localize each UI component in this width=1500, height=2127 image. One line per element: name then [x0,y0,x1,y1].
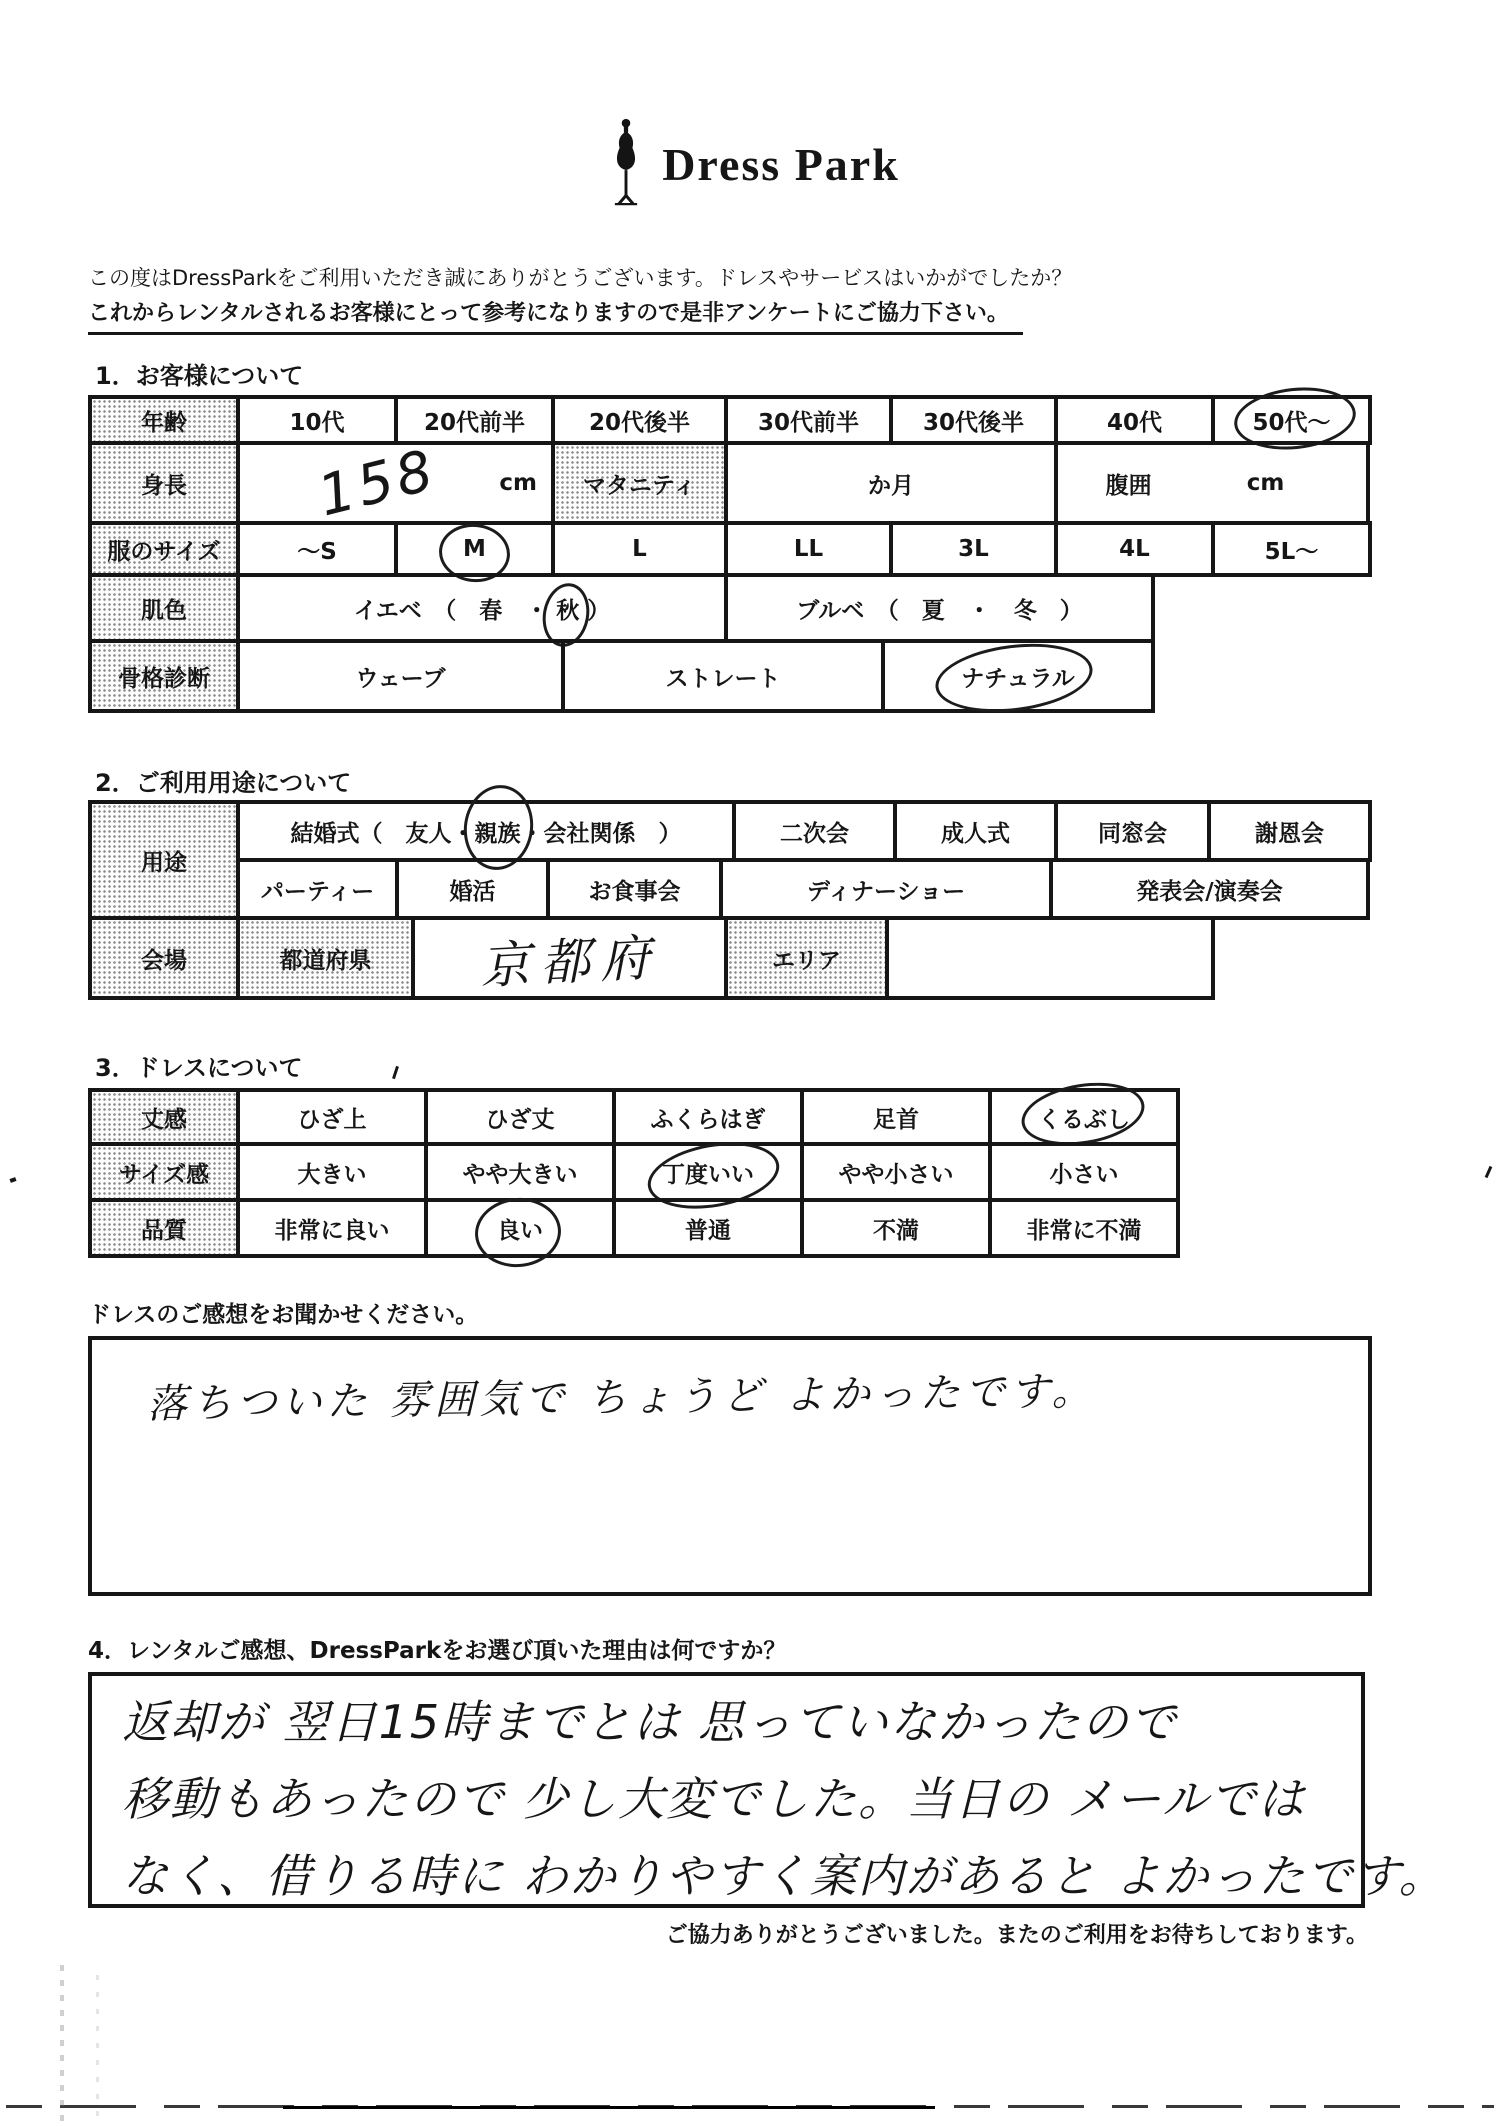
selection-circle: ナチュラル [961,660,1075,693]
scan-speck [9,1177,16,1183]
age-option-10s: 10代 [236,395,398,445]
size-option-l: L [551,521,728,577]
age-label: 年齢 [88,395,240,445]
maternity-label: マタニティ [551,441,728,525]
length-option-anklebone-selected [988,1088,1180,1146]
skin-option-blue-base: ブルベ （ 夏 ・ 冬 ） [724,573,1155,643]
scan-edge-line-solid [283,2106,935,2109]
brand-name: Dress Park [662,138,900,190]
dress-form-icon [600,118,652,210]
usage-label: 用途 [88,800,240,920]
selection-circle: M [463,536,486,562]
quality-option-very-good: 非常に良い [236,1198,428,1258]
rental-feedback-line1: 返却が 翌日15時までとは 思っていなかったので [122,1695,1178,1749]
prefecture-handwritten-value: 京都府 [478,928,662,996]
fit-option-large: 大きい [236,1142,428,1202]
frame-label: 骨格診断 [88,639,240,713]
frame-option-straight: ストレート [561,639,885,713]
age-option-late30s: 30代後半 [889,395,1058,445]
clothing-size-row [88,521,1372,577]
size-option-ll: LL [724,521,893,577]
rental-feedback-box [88,1672,1447,1908]
usage-option-thanks-party: 謝恩会 [1207,800,1372,862]
skin-tone-row [88,573,1155,643]
size-option-m-selected [394,521,555,577]
size-option-5l: 5L～ [1211,521,1372,577]
usage-row-2 [236,858,1370,920]
size-option-s: ～S [236,521,398,577]
usage-option-reunion: 同窓会 [1054,800,1211,862]
waist-unit: cm [1246,470,1285,496]
usage-option-konkatsu: 婚活 [395,858,550,920]
height-label: 身長 [88,441,240,525]
length-option-calf: ふくらはぎ [612,1088,804,1146]
wedding-prefix: 結婚式（ 友人・ [290,820,475,847]
usage-row-1 [236,800,1372,862]
age-row [88,395,1372,445]
usage-option-wedding [236,800,736,862]
usage-option-coming-of-age: 成人式 [893,800,1058,862]
waist-label: 腹囲 [1105,472,1152,499]
yellow-base-suffix: ） [579,597,611,624]
age-option-50s-selected [1211,395,1372,445]
fit-option-slightly-small: やや小さい [800,1142,992,1202]
area-value-cell [885,916,1215,1000]
selection-circle: くるぶし [1038,1101,1130,1134]
height-handwritten-value: 158 [311,437,443,530]
scan-smudge [60,1956,64,2121]
footer-thanks-text: ご協力ありがとうございました。またのご利用をお待ちしております。 [665,1923,1368,1948]
height-row [88,437,1370,530]
length-row [88,1088,1180,1146]
rental-feedback-line3: なく、借りる時に わかりやすく案内があると よかったです。 [122,1849,1447,1903]
age-option-early30s: 30代前半 [724,395,893,445]
quality-label: 品質 [88,1198,240,1258]
size-label: 服のサイズ [88,521,240,577]
scan-smudge [96,1966,99,2116]
fit-option-small: 小さい [988,1142,1180,1202]
section2-heading: 2．ご利用用途について [95,769,352,797]
fit-row [88,1142,1180,1202]
scan-speck [1485,1166,1493,1178]
intro-request-text: これからレンタルされるお客様にとって参考になりますので是非アンケートにご協力下さい。 [88,296,1023,335]
maternity-months-cell: か月 [724,441,1058,525]
fit-option-slightly-large: やや大きい [424,1142,616,1202]
frame-option-wave: ウェーブ [236,639,565,713]
wedding-suffix: ・会社関係 ） [520,820,682,847]
age-option-late20s: 20代後半 [551,395,728,445]
section4-heading: 4．レンタルご感想、DressParkをお選び頂いた理由は何ですか？ [88,1638,787,1664]
skin-option-yellow-base [236,573,728,643]
rental-feedback-line2: 移動もあったので 少し大変でした。当日の メールでは [122,1772,1306,1826]
usage-option-dinner: お食事会 [546,858,723,920]
frame-diagnosis-row [88,639,1155,713]
waist-cell [1054,441,1370,525]
usage-option-dinner-show: ディナーショー [719,858,1053,920]
logo [0,118,1500,210]
prefecture-label: 都道府県 [236,916,415,1000]
selection-circle: 秋 [556,592,579,625]
size-option-3l: 3L [889,521,1058,577]
selection-circle: 良い [497,1212,543,1245]
height-unit: cm [499,470,537,496]
dress-feedback-label: ドレスのご感想をお聞かせください。 [88,1302,479,1328]
usage-option-recital: 発表会/演奏会 [1049,858,1370,920]
scan-speck [392,1066,399,1079]
venue-row [88,916,1215,1000]
length-option-knee: ひざ丈 [424,1088,616,1146]
selection-circle: 親族 [475,815,521,848]
fit-option-just-right-selected [612,1142,804,1202]
quality-option-very-unsatisfied: 非常に不満 [988,1198,1180,1258]
quality-row [88,1198,1180,1258]
usage-option-afterparty: 二次会 [732,800,897,862]
dress-feedback-box [88,1336,1372,1596]
skin-label: 肌色 [88,573,240,643]
size-option-4l: 4L [1054,521,1215,577]
frame-option-natural-selected [881,639,1155,713]
quality-option-normal: 普通 [612,1198,804,1258]
section1-heading: 1．お客様について [95,362,304,390]
length-option-ankle: 足首 [800,1088,992,1146]
age-option-40s: 40代 [1054,395,1215,445]
usage-option-party: パーティー [236,858,399,920]
yellow-base-prefix: イエベ （ 春 ・ [353,597,557,624]
area-label: エリア [724,916,889,1000]
venue-label: 会場 [88,916,240,1000]
quality-option-good-selected [424,1198,616,1258]
prefecture-value-cell [411,916,728,1000]
section3-heading: 3．ドレスについて [95,1054,303,1082]
height-value-cell [236,437,555,530]
length-label: 丈感 [88,1088,240,1146]
dress-feedback-handwritten: 落ちついた 雰囲気で ちょうど よかったです。 [146,1368,1097,1428]
selection-circle: 丁度いい [662,1156,754,1189]
age-option-early20s: 20代前半 [394,395,555,445]
length-option-above-knee: ひざ上 [236,1088,428,1146]
selection-circle: 50代～ [1252,404,1330,437]
rental-feedback-handwritten [122,1684,1447,1915]
intro-thanks-text: この度はDressParkをご利用いただき誠にありがとうございます。ドレスやサービスはいかがでしたか？ [88,266,1073,290]
quality-option-unsatisfied: 不満 [800,1198,992,1258]
fit-label: サイズ感 [88,1142,240,1202]
